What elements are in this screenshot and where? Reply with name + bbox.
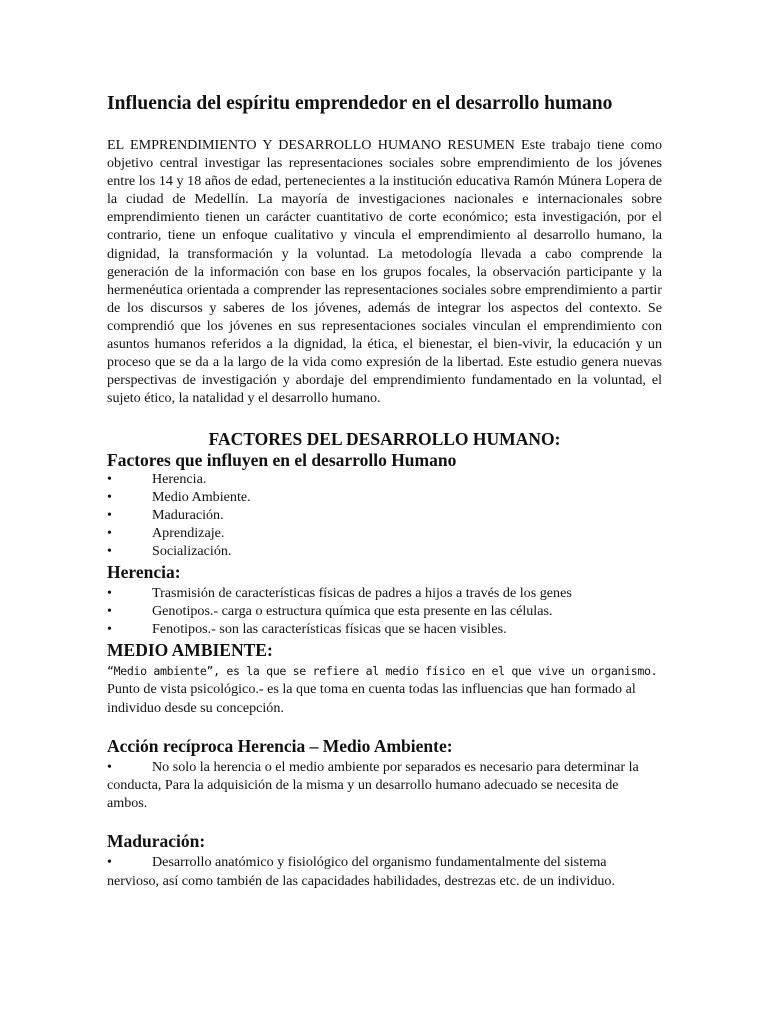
list-item [107,470,662,488]
list-item [107,524,662,542]
list-item [107,584,662,602]
accion-reciproca-heading: Acción recíproca Herencia – Medio Ambiente: [107,735,453,756]
maduracion-text: Desarrollo anatómico y fisiológico del organismo fundamentalmente del sistema nervioso, así como también de las capacidades habilidades, destrezas etc. de un individuo. [107,854,615,889]
bullet-icon: • [107,543,112,560]
list-item [107,542,662,560]
abstract-paragraph: EL EMPRENDIMIENTO Y DESARROLLO HUMANO RESUMEN Este trabajo tiene como objetivo central investigar las representaciones sociales sobre emprendimiento de los jóvenes entre los 14 y 18 años de edad, pertenecientes a la institución educativa Ramón Múnera Lopera de la ciudad de Medellín. La mayoría de investigaciones nacionales e internacionales sobre emprendimiento tienen un carácter cuantitativo de corte económico; esta investigación, por el contrario, tiene un enfoque cualitativo y vincula el emprendimiento al desarrollo humano, la dignidad, la transformación y la voluntad. La metodología llevada a cabo comprende la generación de la información con base en los grupos focales, la observación participante y la hermenéutica orientada a comprender las representaciones sociales sobre emprendimiento a partir de los discursos y saberes de los jóvenes, además de integrar los aspectos del contexto. Se comprendió que los jóvenes en sus representaciones sociales vinculan el emprendimiento con asuntos humanos referidos a la dignidad, la ética, el bienestar, el bien-vivir, la educación y un proceso que se da a la largo de la vida como expresión de la libertad. Este estudio genera nuevas perspectivas de investigación y abordaje del emprendimiento fundamentado en la voluntad, el sujeto ético, la natalidad y el desarrollo humano. [107,137,662,407]
herencia-heading: Herencia: [107,562,181,583]
accion-reciproca-paragraph [107,758,662,813]
list-item [107,488,662,506]
bullet-icon: • [107,525,112,542]
list-item-text: Herencia. [152,471,207,488]
medio-ambiente-paragraph: Punto de vista psicológico.- es la que toma en cuenta todas las influencias que han formado al individuo desde su concepción. [107,681,636,716]
list-item-text: Trasmisión de características físicas de padres a hijos a través de los genes [152,585,572,602]
accion-reciproca-text: No solo la herencia o el medio ambiente por separados es necesario para determinar la conducta, Para la adquisición de la misma y un desarrollo humano adecuado se necesita de ambos. [107,758,639,812]
bullet-icon: • [107,854,112,871]
factores-list [107,470,662,560]
list-item [107,506,662,524]
bullet-icon: • [107,471,112,488]
bullet-icon: • [107,758,112,775]
medio-ambiente-heading: MEDIO AMBIENTE: [107,640,273,661]
herencia-list [107,584,662,638]
maduracion-paragraph [107,853,662,889]
list-item-text: Medio Ambiente. [152,489,251,506]
document-title: Influencia del espíritu emprendedor en el desarrollo humano [107,93,613,114]
bullet-icon: • [107,489,112,506]
list-item-text: Maduración. [152,507,224,524]
list-item [107,620,662,638]
maduracion-heading: Maduración: [107,831,206,852]
list-item-text: Aprendizaje. [152,525,225,542]
factores-subheading: Factores que influyen en el desarrollo Humano [107,450,457,471]
list-item [107,602,662,620]
bullet-icon: • [107,603,112,620]
list-item-text: Fenotipos.- son las características físicas que se hacen visibles. [152,621,507,638]
medio-ambiente-quote: “Medio ambiente”, es la que se refiere al medio físico en el que vive un organismo. [107,664,658,679]
bullet-icon: • [107,621,112,638]
factores-heading: FACTORES DEL DESARROLLO HUMANO: [208,429,561,450]
bullet-icon: • [107,585,112,602]
list-item-text: Genotipos.- carga o estructura química que esta presente en las células. [152,603,553,620]
list-item-text: Socialización. [152,543,232,560]
bullet-icon: • [107,507,112,524]
